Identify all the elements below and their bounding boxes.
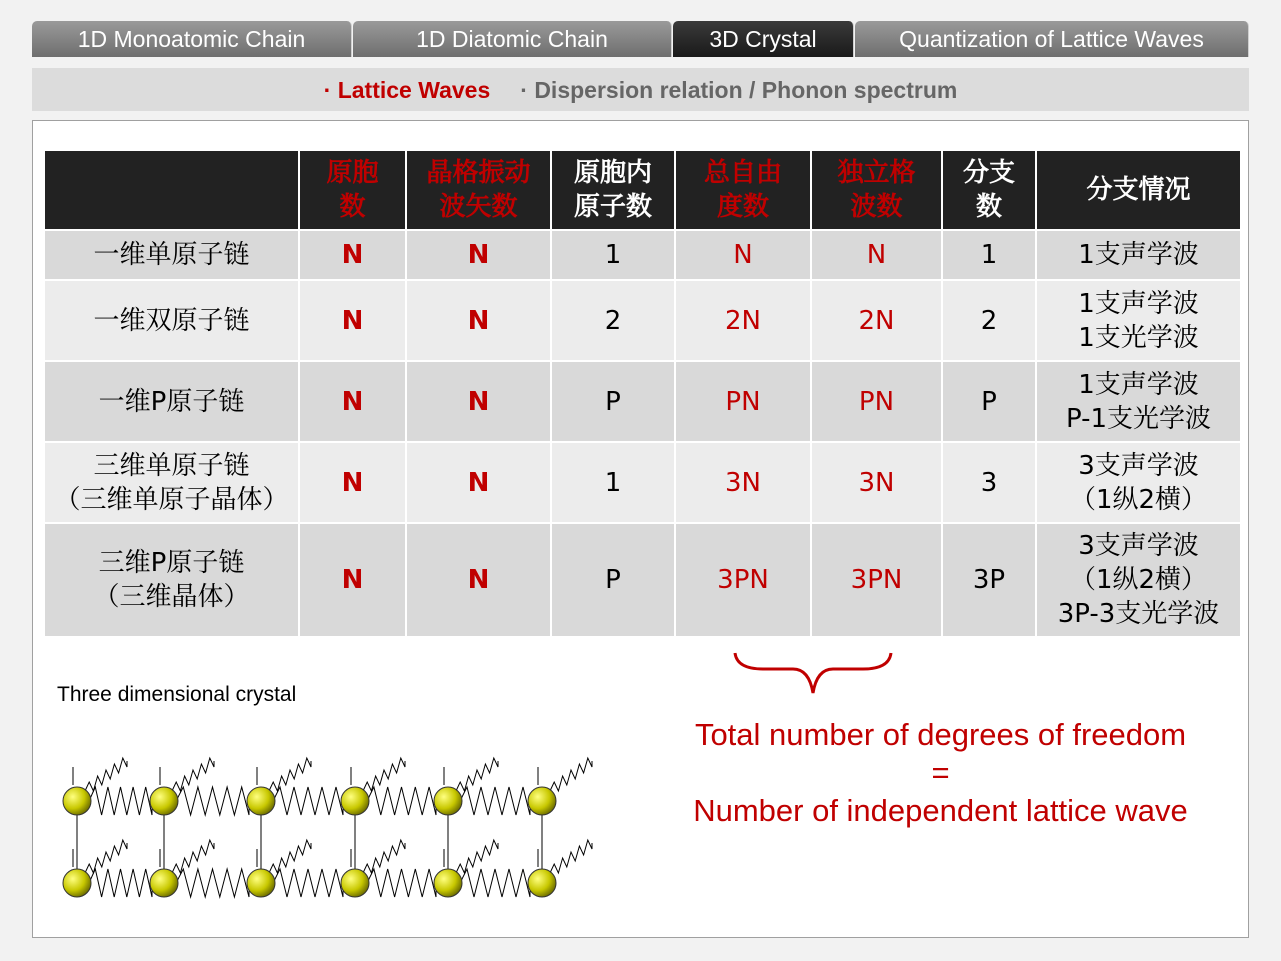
header-wavevectors: 晶格振动 波矢数 — [406, 150, 551, 230]
row-name: 三维P原子链 （三维晶体） — [44, 523, 299, 637]
diagonal-spring — [363, 758, 405, 791]
cell-branch-details: 3支声学波 （1纵2横） — [1036, 442, 1241, 523]
diagonal-spring — [550, 758, 592, 791]
cell-degrees-of-freedom: 2N — [675, 280, 811, 361]
horizontal-spring — [367, 787, 436, 815]
horizontal-spring — [89, 787, 152, 815]
sub-navigation — [32, 68, 1249, 111]
header-degrees-of-freedom: 总自由 度数 — [675, 150, 811, 230]
header-atoms-per-cell: 原胞内 原子数 — [551, 150, 675, 230]
atom — [150, 869, 178, 897]
diagonal-spring — [172, 758, 214, 791]
cell-primitive-cells: N — [299, 523, 406, 637]
horizontal-spring — [176, 787, 249, 815]
table-row — [44, 442, 1241, 523]
content-panel — [32, 120, 1249, 938]
cell-primitive-cells: N — [299, 361, 406, 442]
cell-branch-details: 1支声学波 1支光学波 — [1036, 280, 1241, 361]
horizontal-spring — [367, 869, 436, 897]
tab-1d-monoatomic-chain[interactable]: 1D Monoatomic Chain — [32, 21, 352, 57]
cell-primitive-cells: N — [299, 280, 406, 361]
cell-primitive-cells: N — [299, 442, 406, 523]
horizontal-spring — [460, 787, 530, 815]
tab-quantization-of-lattice-waves[interactable]: Quantization of Lattice Waves — [855, 21, 1249, 57]
cell-independent-waves: PN — [811, 361, 942, 442]
cell-degrees-of-freedom: 3PN — [675, 523, 811, 637]
cell-atoms-per-cell: P — [551, 523, 675, 637]
row-name: 三维单原子链 （三维单原子晶体） — [44, 442, 299, 523]
horizontal-spring — [273, 869, 343, 897]
horizontal-spring — [273, 787, 343, 815]
cell-wavevectors: N — [406, 280, 551, 361]
atom — [150, 787, 178, 815]
atom — [247, 787, 275, 815]
cell-degrees-of-freedom: N — [675, 230, 811, 280]
cell-wavevectors: N — [406, 230, 551, 280]
header-empty — [44, 150, 299, 230]
diagonal-spring — [269, 840, 311, 873]
crystal-lattice — [63, 758, 592, 897]
cell-wavevectors: N — [406, 442, 551, 523]
cell-branch-count: 3 — [942, 442, 1036, 523]
diagonal-spring — [85, 840, 127, 873]
atom — [341, 869, 369, 897]
atom — [434, 869, 462, 897]
diagonal-spring — [363, 840, 405, 873]
tab-3d-crystal[interactable]: 3D Crystal — [673, 21, 854, 57]
horizontal-spring — [460, 869, 530, 897]
header-branch-count: 分支 数 — [942, 150, 1036, 230]
curly-brace-icon — [733, 649, 893, 699]
subnav-lattice-waves[interactable]: · Lattice Waves — [323, 77, 491, 103]
row-name: 一维双原子链 — [44, 280, 299, 361]
atom — [528, 787, 556, 815]
cell-independent-waves: 3PN — [811, 523, 942, 637]
cell-degrees-of-freedom: PN — [675, 361, 811, 442]
lattice-wave-table — [43, 149, 1242, 638]
crystal-caption: Three dimensional crystal — [57, 683, 297, 706]
table-row — [44, 361, 1241, 442]
cell-atoms-per-cell: 1 — [551, 230, 675, 280]
tab-1d-diatomic-chain[interactable]: 1D Diatomic Chain — [353, 21, 672, 57]
cell-independent-waves: 3N — [811, 442, 942, 523]
note-line-3: Number of independent lattice wave — [693, 793, 1188, 828]
cell-independent-waves: 2N — [811, 280, 942, 361]
header-branch-details: 分支情况 — [1036, 150, 1241, 230]
cell-wavevectors: N — [406, 523, 551, 637]
note-line-2: = — [931, 755, 950, 790]
cell-independent-waves: N — [811, 230, 942, 280]
diagonal-spring — [550, 840, 592, 873]
diagonal-spring — [172, 840, 214, 873]
row-name: 一维单原子链 — [44, 230, 299, 280]
diagonal-spring — [456, 758, 498, 791]
atom — [528, 869, 556, 897]
header-independent-waves: 独立格 波数 — [811, 150, 942, 230]
atom — [63, 787, 91, 815]
crystal-illustration — [47, 751, 627, 911]
diagonal-spring — [456, 840, 498, 873]
cell-branch-details: 1支声学波 P-1支光学波 — [1036, 361, 1241, 442]
tab-bar — [32, 21, 1249, 58]
cell-branch-details: 3支声学波 （1纵2横） 3P-3支光学波 — [1036, 523, 1241, 637]
table-row — [44, 523, 1241, 637]
atom — [63, 869, 91, 897]
horizontal-spring — [89, 869, 152, 897]
cell-branch-count: 3P — [942, 523, 1036, 637]
note-line-1: Total number of degrees of freedom — [694, 717, 1187, 752]
cell-branch-count: 2 — [942, 280, 1036, 361]
diagonal-spring — [269, 758, 311, 791]
cell-branch-details: 1支声学波 — [1036, 230, 1241, 280]
cell-branch-count: 1 — [942, 230, 1036, 280]
freedom-note — [653, 716, 1228, 830]
row-name: 一维P原子链 — [44, 361, 299, 442]
header-primitive-cells: 原胞 数 — [299, 150, 406, 230]
subnav-dispersion-relation[interactable]: · Dispersion relation / Phonon spectrum — [520, 77, 958, 103]
atom — [434, 787, 462, 815]
table-header-row — [44, 150, 1241, 230]
horizontal-spring — [176, 869, 249, 897]
cell-atoms-per-cell: 1 — [551, 442, 675, 523]
table-row — [44, 280, 1241, 361]
atom — [247, 869, 275, 897]
cell-branch-count: P — [942, 361, 1036, 442]
cell-primitive-cells: N — [299, 230, 406, 280]
diagonal-spring — [85, 758, 127, 791]
cell-wavevectors: N — [406, 361, 551, 442]
table-row — [44, 230, 1241, 280]
cell-atoms-per-cell: 2 — [551, 280, 675, 361]
cell-degrees-of-freedom: 3N — [675, 442, 811, 523]
atom — [341, 787, 369, 815]
cell-atoms-per-cell: P — [551, 361, 675, 442]
